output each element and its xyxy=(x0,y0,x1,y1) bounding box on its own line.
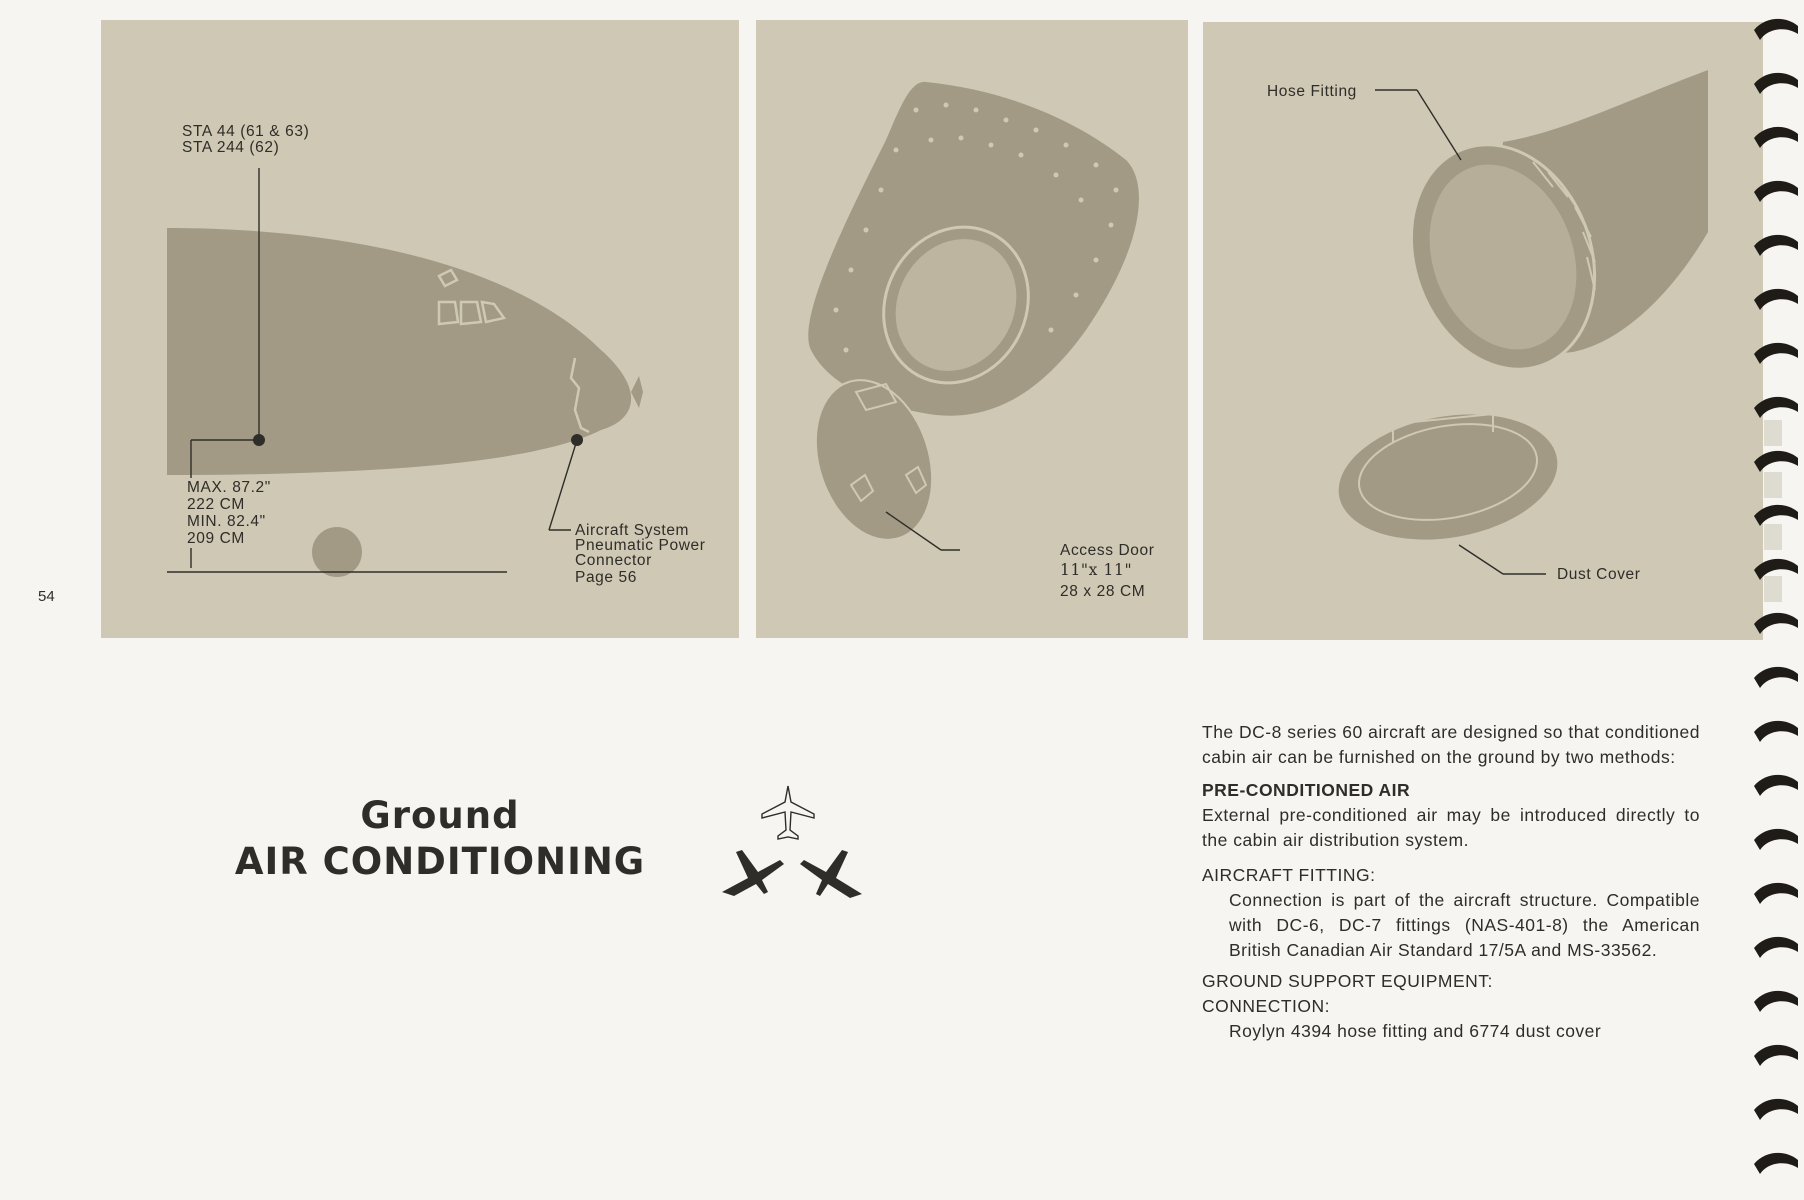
spiral-ring xyxy=(1754,721,1798,742)
fitting-paragraph: Connection is part of the aircraft structure. Compatible with DC-6, DC-7 fittings (NAS-401-8) the American British Canadian Air Standard 17/5A and MS-33562. xyxy=(1229,890,1700,960)
spiral-ring xyxy=(1754,397,1798,418)
spiral-ring xyxy=(1754,1153,1798,1174)
spiral-ring xyxy=(1754,829,1798,850)
access-door-label: Access Door xyxy=(1060,542,1155,559)
index-tabs xyxy=(1764,420,1790,620)
connector-page-ref: Page 56 xyxy=(575,569,637,586)
intro-paragraph: The DC-8 series 60 aircraft are designed so that conditioned cabin air can be furnished on the ground by two methods: xyxy=(1202,722,1700,767)
body-text xyxy=(1202,720,1700,1044)
hose-fitting-illustration xyxy=(1203,22,1763,640)
spiral-ring xyxy=(1754,937,1798,958)
title-line2: AIR CONDITIONING xyxy=(234,840,646,883)
preconditioned-paragraph: External pre-conditioned air may be introduced directly to the cabin air distribution system. xyxy=(1202,805,1700,850)
connection-heading: CONNECTION: xyxy=(1202,996,1330,1016)
spiral-ring xyxy=(1754,181,1798,202)
title-line1: Ground xyxy=(360,794,520,837)
connector-label-line3: Connector xyxy=(575,552,652,569)
spiral-ring xyxy=(1754,667,1798,688)
spiral-ring xyxy=(1754,1045,1798,1066)
page-number: 54 xyxy=(38,588,55,605)
nose-diagram-panel xyxy=(101,20,739,638)
min-height-inches: MIN. 82.4" xyxy=(187,513,266,530)
station-label-line1: STA 44 (61 & 63) xyxy=(182,123,310,140)
access-door-size-cm: 28 x 28 CM xyxy=(1060,583,1146,600)
spiral-ring xyxy=(1754,19,1798,40)
station-label-line2: STA 244 (62) xyxy=(182,139,280,156)
connection-paragraph: Roylyn 4394 hose fitting and 6774 dust cover xyxy=(1229,1021,1602,1041)
spiral-ring xyxy=(1754,991,1798,1012)
dust-cover-label: Dust Cover xyxy=(1557,566,1641,583)
connector-label-line1: Aircraft System xyxy=(575,522,690,539)
fitting-heading: AIRCRAFT FITTING: xyxy=(1202,865,1376,885)
spiral-ring xyxy=(1754,235,1798,256)
preconditioned-heading: PRE-CONDITIONED AIR xyxy=(1202,780,1411,800)
airplanes-icon xyxy=(718,782,868,902)
min-height-cm: 209 CM xyxy=(187,530,245,547)
spiral-ring xyxy=(1754,343,1798,364)
outline-airplane-icon xyxy=(762,786,814,839)
gse-heading: GROUND SUPPORT EQUIPMENT: xyxy=(1202,971,1493,991)
spiral-ring xyxy=(1754,289,1798,310)
access-door-panel xyxy=(756,20,1188,638)
connector-label-line2: Pneumatic Power xyxy=(575,537,706,554)
max-height-cm: 222 CM xyxy=(187,496,245,513)
spiral-ring xyxy=(1754,1099,1798,1120)
spiral-ring xyxy=(1754,883,1798,904)
right-airplane-icon xyxy=(800,850,862,898)
spiral-ring xyxy=(1754,775,1798,796)
access-door-size-inches: 11"x 11" xyxy=(1060,561,1133,579)
spiral-ring xyxy=(1754,127,1798,148)
spiral-ring xyxy=(1754,73,1798,94)
left-airplane-icon xyxy=(722,850,784,896)
section-title xyxy=(200,793,680,885)
hose-fitting-panel xyxy=(1203,22,1763,640)
max-height-inches: MAX. 87.2" xyxy=(187,479,271,496)
hose-fitting-label: Hose Fitting xyxy=(1267,83,1357,100)
